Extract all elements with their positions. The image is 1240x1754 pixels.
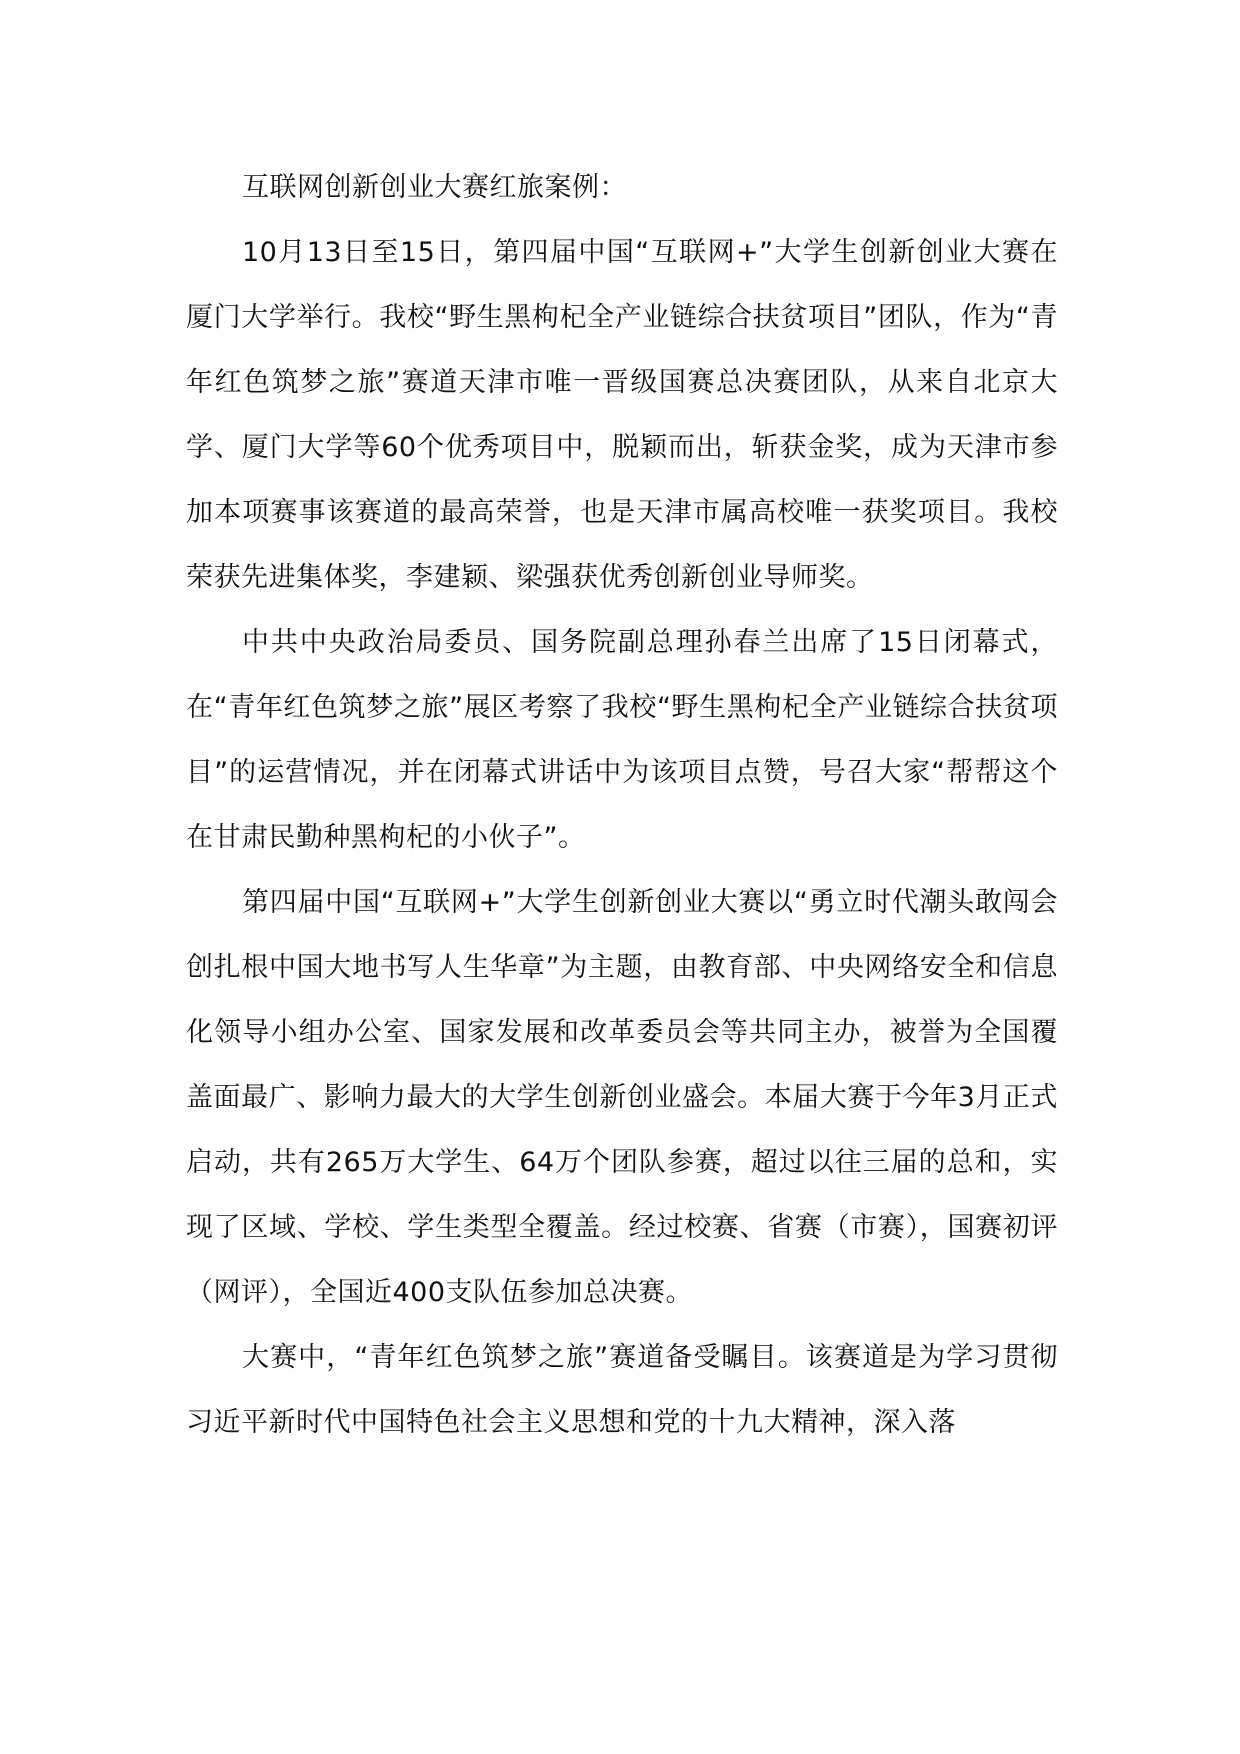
- document-body: [186, 155, 1058, 1455]
- paragraph-4: 大赛中，“青年红色筑梦之旅”赛道备受瞩目。该赛道是为学习贯彻习近平新时代中国特色社会主义思想和党的十九大精神，深入落: [186, 1342, 1058, 1438]
- document-title: 互联网创新创业大赛红旅案例：: [242, 172, 627, 203]
- paragraph-2: 中共中央政治局委员、国务院副总理孙春兰出席了15日闭幕式，在“青年红色筑梦之旅”展区考察了我校“野生黑枸杞全产业链综合扶贫项目”的运营情况，并在闭幕式讲话中为该项目点赞，号召大家“帮帮这个在甘肃民勤种黑枸杞的小伙子”。: [186, 627, 1058, 853]
- paragraph-3: 第四届中国“互联网+”大学生创新创业大赛以“勇立时代潮头敢闯会创扎根中国大地书写人生华章”为主题，由教育部、中央网络安全和信息化领导小组办公室、国家发展和改革委员会等共同主办，被誉为全国覆盖面最广、影响力最大的大学生创新创业盛会。本届大赛于今年3月正式启动，共有265万大学生、64万个团队参赛，超过以往三届的总和，实现了区域、学校、学生类型全覆盖。经过校赛、省赛（市赛），国赛初评（网评），全国近400支队伍参加总决赛。: [186, 887, 1058, 1308]
- paragraph-1: 10月13日至15日，第四届中国“互联网+”大学生创新创业大赛在厦门大学举行。我校“野生黑枸杞全产业链综合扶贫项目”团队，作为“青年红色筑梦之旅”赛道天津市唯一晋级国赛总决赛团队，从来自北京大学、厦门大学等60个优秀项目中，脱颖而出，斩获金奖，成为天津市参加本项赛事该赛道的最高荣誉，也是天津市属高校唯一获奖项目。我校荣获先进集体奖，李建颖、梁强获优秀创新创业导师奖。: [186, 237, 1058, 593]
